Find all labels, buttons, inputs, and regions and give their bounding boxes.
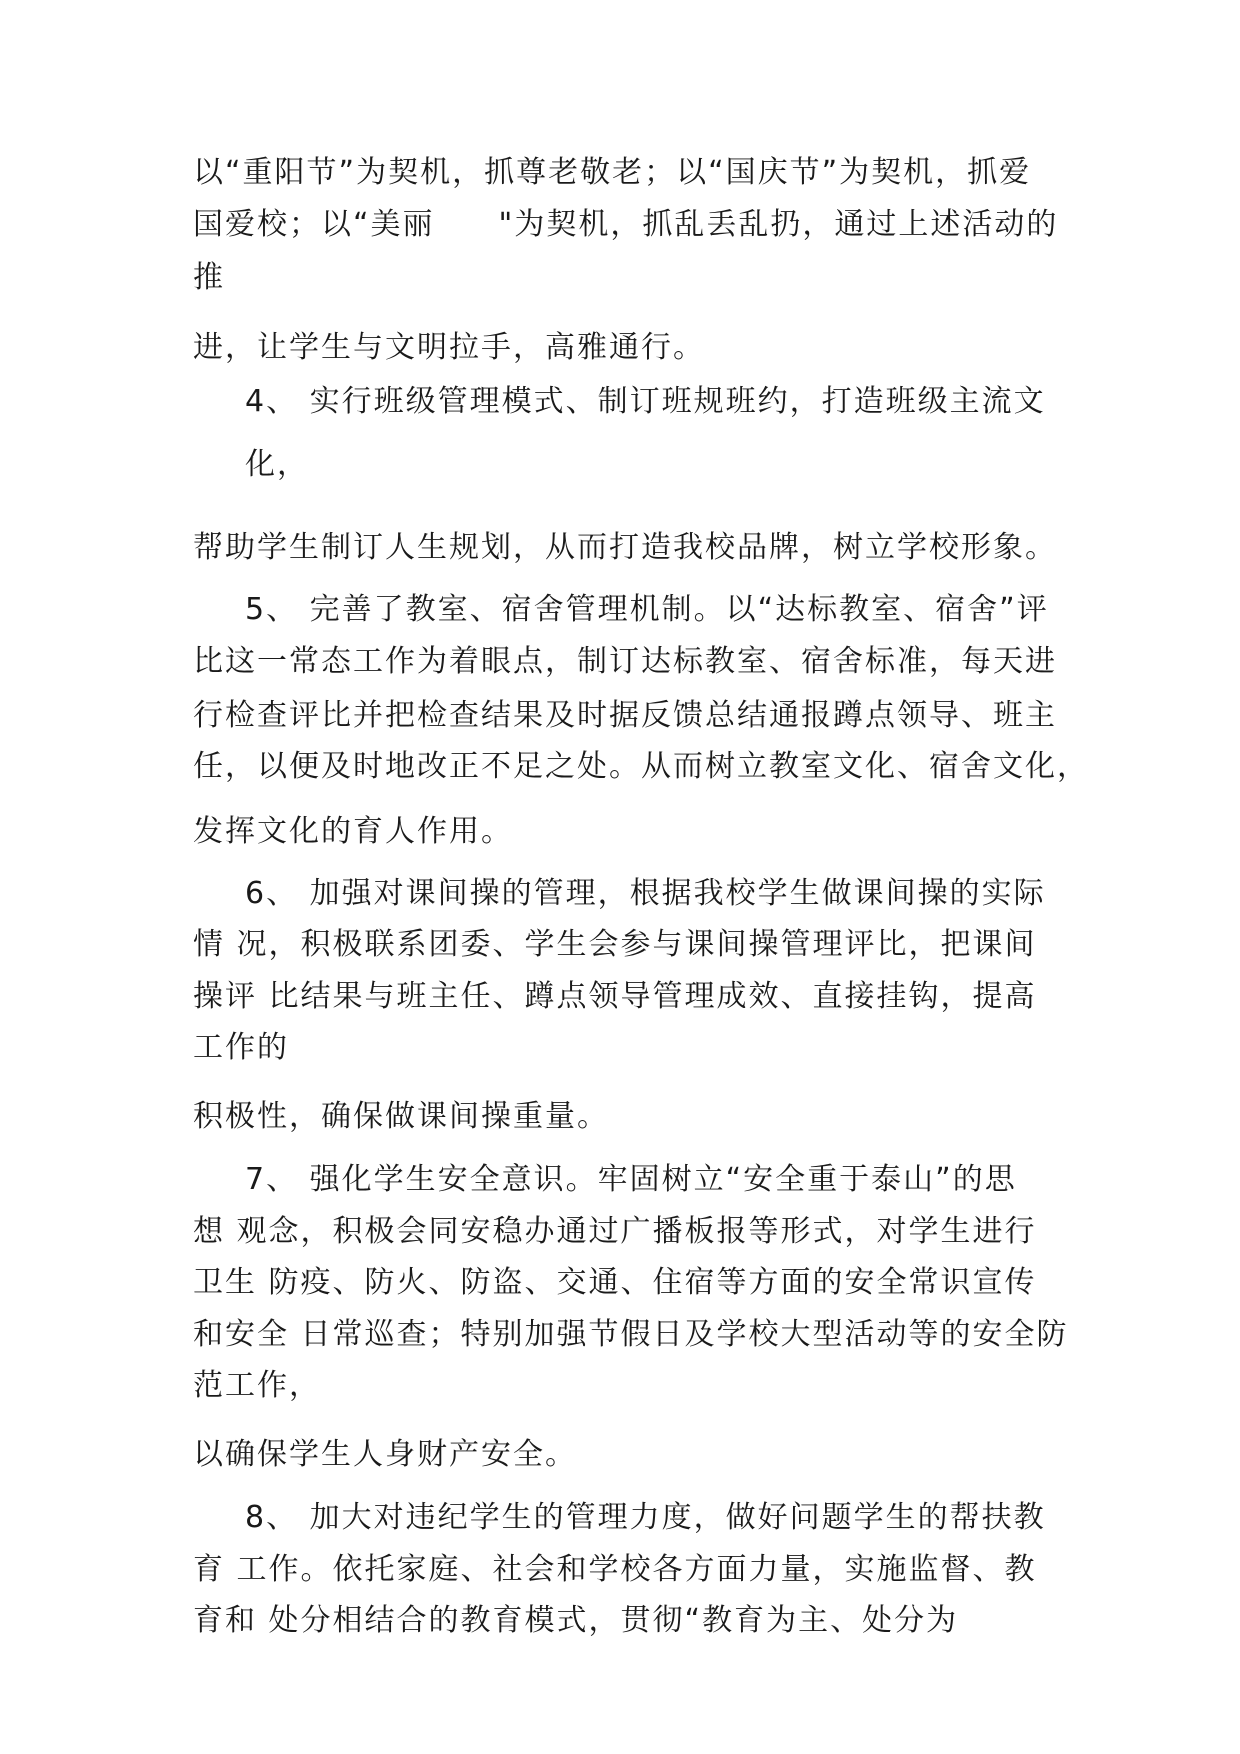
text-line: 6、 加强对课间操的管理，根据我校学生做课间操的实际: [245, 876, 1046, 911]
text-line: 7、 强化学生安全意识。牢固树立“安全重于泰山”的思: [245, 1162, 1017, 1197]
text-line: 积极性，确保做课间操重量。: [193, 1099, 609, 1134]
text-line: 操评 比结果与班主任、蹲点领导管理成效、直接挂钩，提高: [193, 979, 1037, 1014]
text-line: 推: [193, 260, 225, 295]
text-line: 想 观念，积极会同安稳办通过广播板报等形式，对学生进行: [193, 1214, 1037, 1249]
text-line: 范工作，: [193, 1368, 321, 1403]
text-line: 育 工作。依托家庭、社会和学校各方面力量，实施监督、教: [193, 1552, 1037, 1587]
text-line: 以“重阳节”为契机，抓尊老敬老；以“国庆节”为契机，抓爱: [193, 155, 1032, 190]
text-line: 帮助学生制订人生规划，从而打造我校品牌，树立学校形象。: [193, 530, 1057, 565]
text-line: 任，以便及时地改正不足之处。从而树立教室文化、宿舍文化，: [193, 749, 1089, 784]
text-line: 4、 实行班级管理模式、制订班规班约，打造班级主流文: [245, 384, 1046, 419]
text-line: 化，: [245, 447, 309, 482]
text-line: 以确保学生人身财产安全。: [193, 1437, 577, 1472]
text-line: 比这一常态工作为着眼点，制订达标教室、宿舍标准，每天进: [193, 644, 1057, 679]
text-line: 育和 处分相结合的教育模式，贯彻“教育为主、处分为: [193, 1603, 959, 1638]
text-line: 情 况，积极联系团委、学生会参与课间操管理评比，把课间: [193, 927, 1037, 962]
text-line: 和安全 日常巡查；特别加强节假日及学校大型活动等的安全防: [193, 1317, 1069, 1352]
text-line: 进，让学生与文明拉手，高雅通行。: [193, 330, 705, 365]
text-line: 5、 完善了教室、宿舍管理机制。以“达标教室、宿舍”评: [245, 592, 1049, 627]
text-line: 发挥文化的育人作用。: [193, 814, 513, 849]
text-line: 国爱校；以“美丽 "为契机，抓乱丢乱扔，通过上述活动的: [193, 207, 1059, 242]
text-line: 卫生 防疫、防火、防盗、交通、住宿等方面的安全常识宣传: [193, 1265, 1037, 1300]
text-line: 工作的: [193, 1030, 289, 1065]
text-line: 行检查评比并把检查结果及时据反馈总结通报蹲点领导、班主: [193, 698, 1057, 733]
text-line: 8、 加大对违纪学生的管理力度，做好问题学生的帮扶教: [245, 1500, 1046, 1535]
